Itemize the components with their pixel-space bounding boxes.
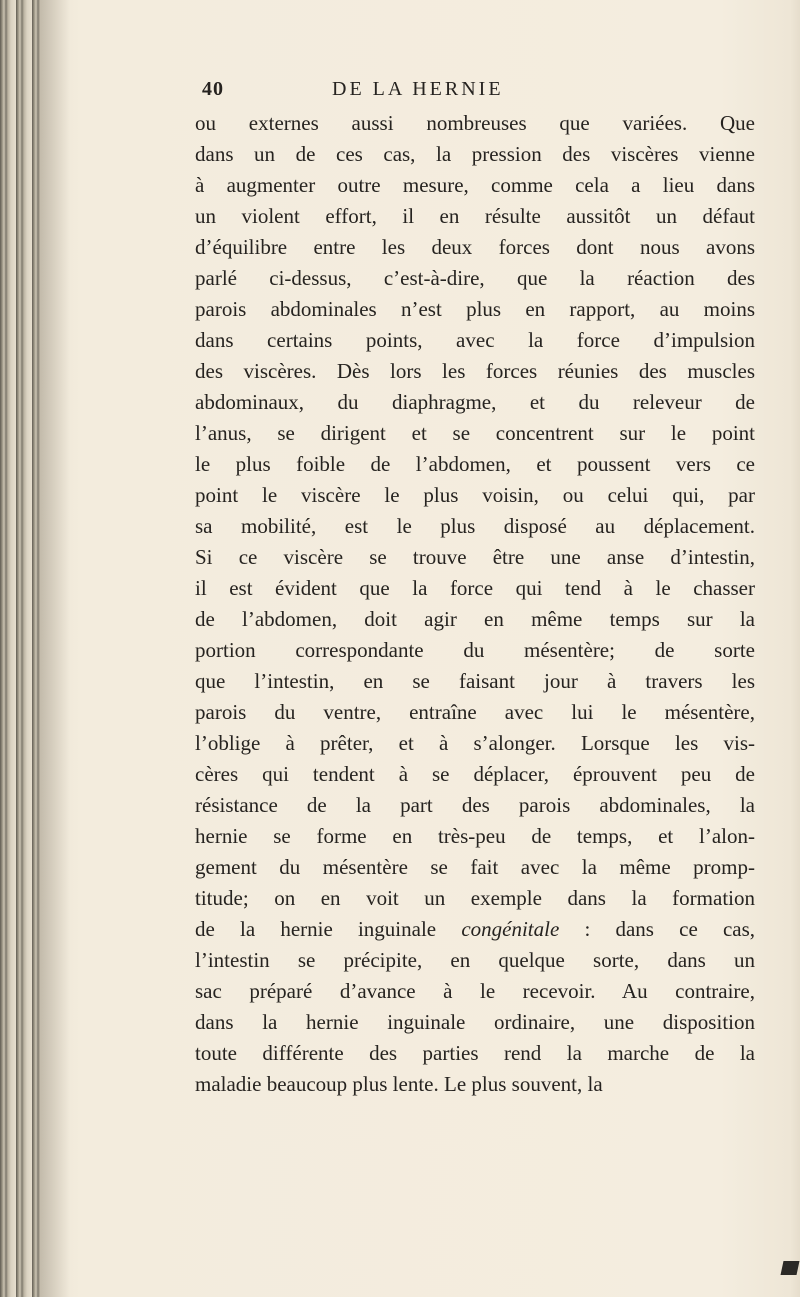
text-line: l’intestin se précipite, en quelque sorte, dans un bbox=[195, 948, 755, 972]
text-segment: de la hernie inguinale bbox=[195, 917, 437, 941]
italic-term: congénitale bbox=[461, 917, 560, 941]
text-line: parois abdominales n’est plus en rapport, au moins bbox=[195, 297, 755, 321]
text-line: sac préparé d’avance à le recevoir. Au contraire, bbox=[195, 979, 755, 1003]
text-line: le plus foible de l’abdomen, et poussent vers ce bbox=[195, 452, 755, 476]
text-line: parois du ventre, entraîne avec lui le mésentère, bbox=[195, 700, 755, 724]
page-header bbox=[202, 78, 762, 108]
text-line: des viscères. Dès lors les forces réunies des muscles bbox=[195, 359, 755, 383]
text-line: ou externes aussi nombreuses que variées. Que bbox=[195, 111, 755, 135]
text-line: l’anus, se dirigent et se concentrent sur le point bbox=[195, 421, 755, 445]
text-line: dans la hernie inguinale ordinaire, une disposition bbox=[195, 1010, 755, 1034]
running-head: DE LA HERNIE bbox=[332, 78, 504, 100]
text-line: titude; on en voit un exemple dans la formation bbox=[195, 886, 755, 910]
text-line: de l’abdomen, doit agir en même temps sur la bbox=[195, 607, 755, 631]
text-line: abdominaux, du diaphragme, et du releveur de bbox=[195, 390, 755, 414]
text-line: portion correspondante du mésentère; de sorte bbox=[195, 638, 755, 662]
text-line: gement du mésentère se fait avec la même promp- bbox=[195, 855, 755, 879]
text-line: dans un de ces cas, la pression des viscères vienne bbox=[195, 142, 755, 166]
gutter-shadow bbox=[40, 0, 70, 1297]
text-line: que l’intestin, en se faisant jour à travers les bbox=[195, 669, 755, 693]
text-line: sa mobilité, est le plus disposé au déplacement. bbox=[195, 514, 755, 538]
text-line: à augmenter outre mesure, comme cela a lieu dans bbox=[195, 173, 755, 197]
text-line: un violent effort, il en résulte aussitôt un défaut bbox=[195, 204, 755, 228]
text-line: parlé ci-dessus, c’est-à-dire, que la réaction des bbox=[195, 266, 755, 290]
text-line: résistance de la part des parois abdominales, la bbox=[195, 793, 755, 817]
text-line: il est évident que la force qui tend à le chasser bbox=[195, 576, 755, 600]
text-line: Si ce viscère se trouve être une anse d’intestin, bbox=[195, 545, 755, 569]
text-line: dans certains points, avec la force d’impulsion bbox=[195, 328, 755, 352]
text-line: d’équilibre entre les deux forces dont nous avons bbox=[195, 235, 755, 259]
ink-mark bbox=[781, 1261, 800, 1275]
text-line: hernie se forme en très-peu de temps, et l’alon- bbox=[195, 824, 755, 848]
text-line: toute différente des parties rend la marche de la bbox=[195, 1041, 755, 1065]
body-text bbox=[195, 108, 755, 1100]
text-line: cères qui tendent à se déplacer, éprouvent peu de bbox=[195, 762, 755, 786]
page-number: 40 bbox=[202, 78, 224, 100]
text-line: maladie beaucoup plus lente. Le plus souvent, la bbox=[195, 1072, 603, 1096]
book-binding bbox=[0, 0, 40, 1297]
text-segment: : dans ce cas, bbox=[584, 917, 755, 941]
text-line: l’oblige à prêter, et à s’alonger. Lorsque les vis- bbox=[195, 731, 755, 755]
text-line bbox=[195, 914, 755, 945]
text-line: point le viscère le plus voisin, ou celui qui, par bbox=[195, 483, 755, 507]
